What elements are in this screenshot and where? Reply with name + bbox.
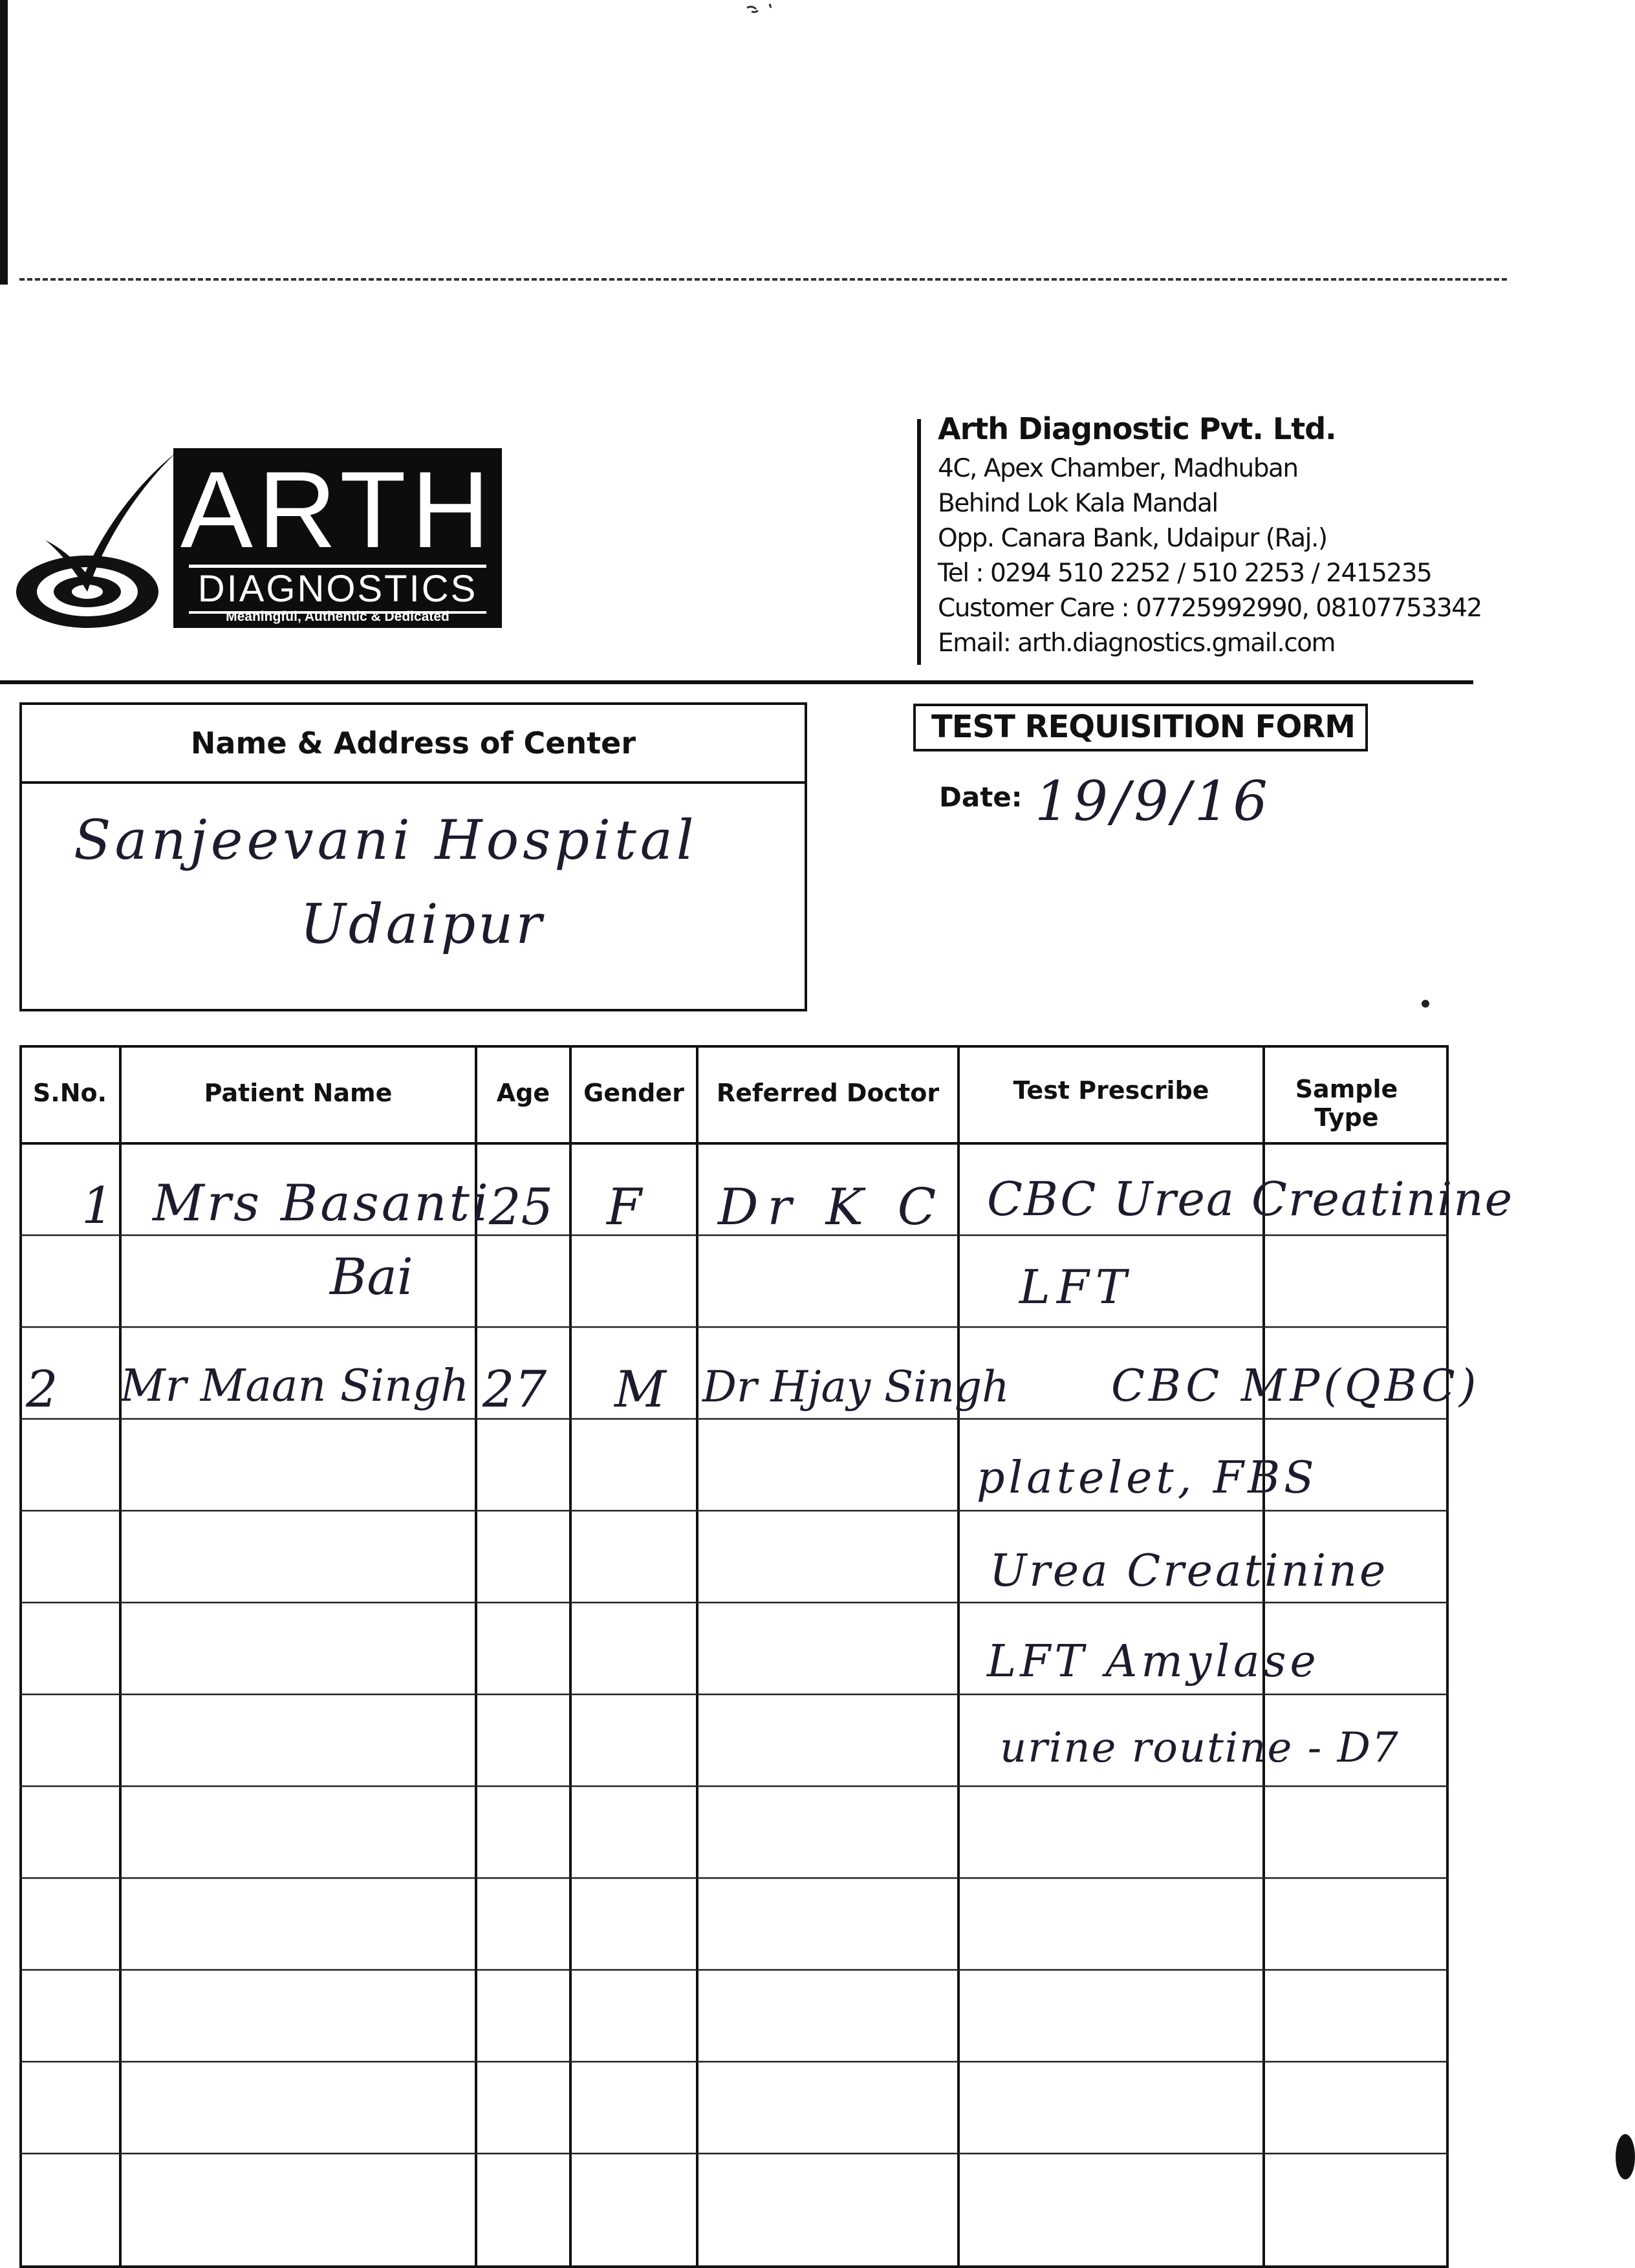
entry-patient-name: Mrs Basanti [153, 1174, 491, 1233]
date-value: 19/9/16 [1035, 770, 1272, 833]
entry-tests: LFT [1019, 1260, 1133, 1314]
target-check-icon [6, 446, 181, 634]
entry-age: 25 [489, 1178, 554, 1237]
address-line: Opp. Canara Bank, Udaipur (Raj.) [938, 524, 1327, 553]
header-gender: Gender [583, 1079, 684, 1107]
logo [173, 448, 502, 628]
header-rule [0, 680, 1473, 684]
phone-line: Tel : 0294 510 2252 / 510 2253 / 2415235 [938, 559, 1432, 588]
email-line: Email: arth.diagnostics.gmail.com [938, 629, 1336, 658]
entry-tests: urine routine - D7 [1000, 1724, 1400, 1772]
address-line: Behind Lok Kala Mandal [938, 489, 1218, 518]
scan-fold-line [19, 278, 1507, 281]
center-box [19, 702, 807, 1011]
stray-mark [1422, 1000, 1429, 1008]
form-title: TEST REQUISITION FORM [913, 704, 1368, 751]
header-age: Age [496, 1079, 550, 1107]
header-sample-type: Sample Type [1295, 1075, 1398, 1132]
header-patient-name: Patient Name [204, 1079, 393, 1107]
header-referred-doctor: Referred Doctor [716, 1079, 940, 1107]
entry-tests: CBC Urea Creatinine [987, 1172, 1514, 1226]
entry-doctor: Dr Hjay Singh [702, 1362, 1010, 1412]
header-divider [917, 419, 921, 665]
entry-age: 27 [482, 1361, 547, 1419]
address-line: 4C, Apex Chamber, Madhuban [938, 454, 1298, 483]
date-label: Date: [939, 781, 1023, 813]
center-city: Udaipur [300, 892, 545, 956]
header-test-prescribe: Test Prescribe [1013, 1076, 1209, 1105]
scan-edge [0, 0, 8, 285]
company-name: Arth Diagnostic Pvt. Ltd. [938, 411, 1336, 446]
entry-tests: Urea Creatinine [990, 1546, 1389, 1597]
logo-tagline: Meaningful, Authentic & Dedicated [226, 609, 449, 624]
entry-tests: LFT Amylase [987, 1636, 1320, 1687]
header-sno: S.No. [32, 1079, 107, 1107]
logo-word: ARTH [180, 449, 495, 570]
entry-patient-name: Mr Maan Singh [120, 1361, 470, 1412]
entry-tests: platelet, FBS [977, 1453, 1318, 1504]
entry-sno: 1 [81, 1177, 114, 1235]
entry-tests: CBC MP(QBC) [1111, 1361, 1480, 1412]
entry-patient-name-cont: Bai [330, 1248, 413, 1306]
center-name: Sanjeevani Hospital [74, 808, 698, 872]
customer-care-line: Customer Care : 07725992990, 08107753342 [938, 594, 1482, 623]
entry-doctor: Dr K C [718, 1178, 946, 1237]
entry-gender: M [614, 1361, 666, 1419]
logo-subtitle: DIAGNOSTICS [197, 568, 478, 610]
entry-gender: F [607, 1178, 642, 1237]
entry-sno: 2 [26, 1361, 58, 1419]
scan-specks [744, 0, 783, 26]
center-heading: Name & Address of Center [22, 705, 805, 784]
punch-hole-mark [1616, 2134, 1635, 2179]
